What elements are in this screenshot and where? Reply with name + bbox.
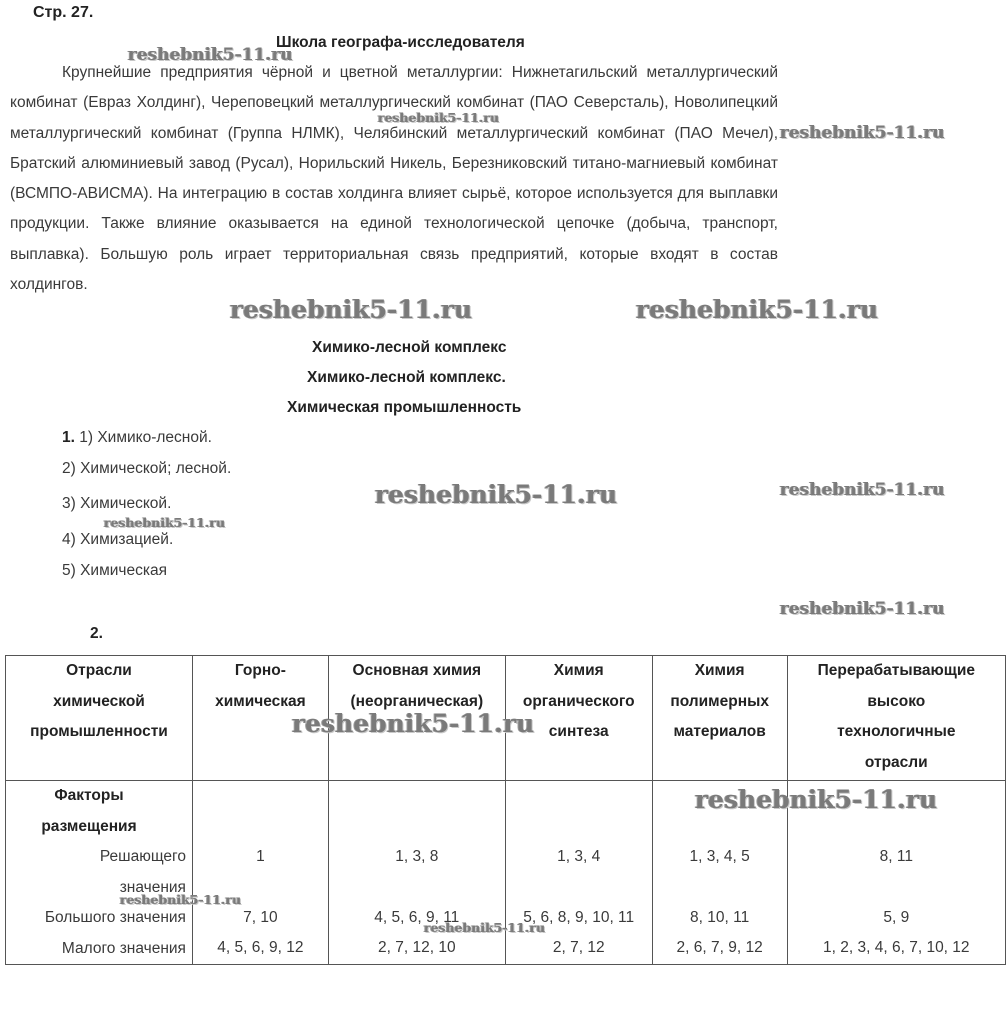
value-cell: 4, 5, 6, 9, 12 [217,939,304,956]
watermark: reshebnik5-11.ru [424,920,546,935]
task1-number: 1. [62,429,75,446]
value-cell: 8, 10, 11 [690,908,750,926]
task1-answer-5: 5) Химическая [62,562,167,579]
watermark: reshebnik5-11.ru [292,709,535,738]
value-cell: 1, 2, 3, 4, 6, 7, 10, 12 [823,939,970,956]
value-cell: 2, 6, 7, 9, 12 [676,939,763,956]
value-cell: 5, 6, 8, 9, 10, 11 [523,908,635,926]
page-reference: Стр. 27. [33,4,94,21]
basic-chemistry-values [328,781,505,965]
task1-answer-2: 2) Химической; лесной. [62,460,232,477]
task1-answer-1 [62,429,212,447]
heading-chem-forest-complex: Химико-лесной комплекс [312,339,507,356]
header-high-tech: Перерабатывающие высоко технологичные отрасли [787,656,1005,781]
header-polymer-materials: Химия полимерных материалов [652,656,787,781]
value-cell: 8, 11 [879,848,913,865]
watermark: reshebnik5-11.ru [230,295,473,324]
watermark: reshebnik5-11.ru [780,480,945,500]
watermark: reshebnik5-11.ru [780,123,945,143]
task2-number: 2. [90,625,103,642]
header-mining-chemical: Горно-химическая [192,656,328,781]
metallurgy-paragraph [10,58,778,300]
value-cell: 1 [256,848,265,865]
paragraph-text: Крупнейшие предприятия чёрной и цветной металлургии: Нижнетагильский металлургический комбинат (Евраз Холдинг), Череповецкий металлургический комбинат (ПАО Северсталь), Новолипецкий металлургический комбинат (Группа НЛМК), Челябинский металлургический комбинат (ПАО Мечел), Братский алюминиевый завод (Русал), Норильский Никель, Березниковский титано-магниевый комбинат (ВСМПО-АВИСМА). На интеграцию в состав холдинга влияет сырьё, которое используется для выплавки продукции. Также влияние оказывается на единой технологической цепочке (добыча, транспорт, выплавка). Большую роль играет территориальная связь предприятий, которые входят в состав холдингов. [10,64,778,294]
factors-cell [6,781,193,965]
value-cell: 1, 3, 4 [557,848,601,865]
header-organic-synthesis: Химия органического синтеза [505,656,652,781]
header-basic-chemistry: Основная химия (неорганическая) [328,656,505,781]
task1-answer-3: 3) Химической. [62,495,172,512]
header-industries: Отрасли химической промышленности [6,656,193,781]
factors-title: Факторы размещения [41,787,137,835]
watermark: reshebnik5-11.ru [375,480,618,509]
factor-large: Большого значения [44,909,186,926]
section-title-geographer-school: Школа географа-исследователя [276,34,525,51]
task1-answer-4: 4) Химизацией. [62,531,174,548]
factor-decisive: Решающего значения [99,848,186,896]
value-cell: 2, 7, 12 [552,939,605,956]
heading-chem-forest-complex-dot: Химико-лесной комплекс. [307,369,506,386]
answer-text: 1) Химико-лесной. [79,429,212,446]
watermark: reshebnik5-11.ru [695,785,938,814]
watermark: reshebnik5-11.ru [780,599,945,619]
value-cell: 1, 3, 8 [395,848,439,865]
value-cell: 5, 9 [883,908,910,926]
watermark: reshebnik5-11.ru [120,892,242,907]
watermark: reshebnik5-11.ru [378,110,500,125]
value-cell: 1, 3, 4, 5 [689,848,750,865]
value-cell: 4, 5, 6, 9, 11 [374,908,460,926]
factor-small: Малого значения [61,939,186,957]
watermark: reshebnik5-11.ru [636,295,879,324]
mining-chemical-values [192,781,328,965]
watermark: reshebnik5-11.ru [128,45,293,65]
value-cell: 7, 10 [243,908,278,926]
value-cell: 2, 7, 12, 10 [378,939,456,956]
heading-chemical-industry: Химическая промышленность [287,399,522,416]
organic-synthesis-values [505,781,652,965]
watermark: reshebnik5-11.ru [104,515,226,530]
